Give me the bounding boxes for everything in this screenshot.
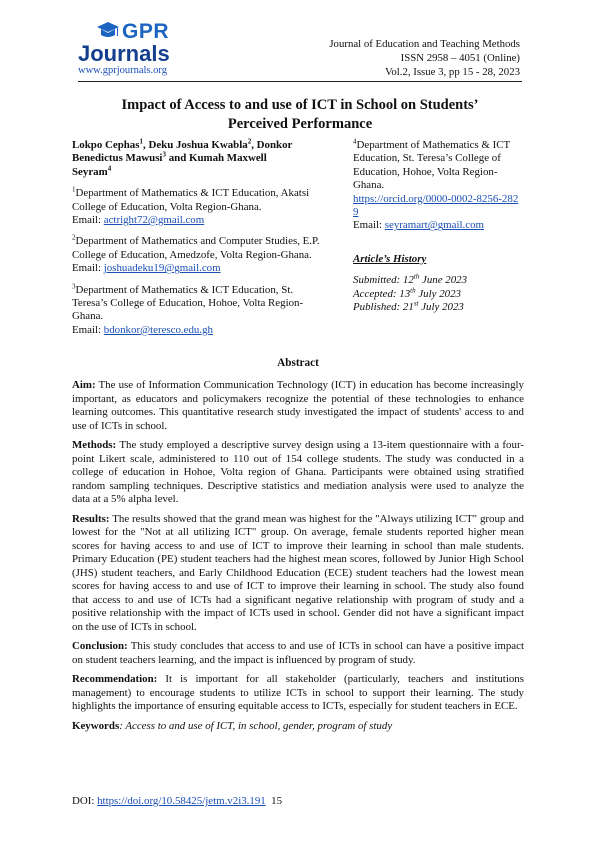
logo-text-journals: Journals	[78, 41, 170, 66]
author-name: Benedictus Mawusi	[72, 152, 163, 165]
section-text: This study concludes that access to and use of ICTs in school can have a positive impact on student teachers learning, and the impact is influenced by program of study.	[72, 640, 524, 666]
history-accepted	[353, 288, 523, 301]
history-suffix: th	[413, 272, 420, 281]
email-label: Email:	[72, 262, 104, 275]
history-date: July 2023	[415, 287, 461, 300]
section-text: The results showed that the grand mean was highest for the "Always utilizing ICT" group and lowest for the "Not at all utilizing ICT" group. On average, female students reported higher mean scores for having access to and use of ICT to improve their learning in school than male students. Primary Education (PE) student teachers had the highest mean scores, followed by Junior High School (JHS) student teachers, and Early Childhood Education (ECE) student teachers had the lowest mean scores for having access to and use of ICT to improve their learning in school. The study also found that access to and use of ICTs had a significant negative relationship with program of study and a positive relationship with the impact of ICTs used in school. Gender did not have a significant impact on the use of ICTs in school.	[72, 512, 524, 633]
author-list	[72, 139, 324, 179]
section-label: Conclusion:	[72, 640, 128, 652]
affiliation-sup: 1	[72, 185, 76, 194]
affiliation-text: Department of Mathematics & ICT Education, St. Teresa’s College of Education, Hohoe, Volta Region-Ghana.	[72, 283, 304, 323]
title-line-2: Perceived Performance	[227, 116, 373, 132]
authors-column-right	[353, 139, 523, 314]
graduation-cap-icon	[96, 20, 120, 42]
abstract-results	[72, 513, 524, 635]
journal-logo	[78, 20, 188, 80]
affiliation-2	[72, 235, 324, 275]
history-day: 12	[402, 274, 414, 287]
email-label: Email:	[72, 323, 104, 336]
section-text: The study employed a descriptive survey design using a 13-item questionnaire with a four-point Likert scale, administered to 110 out of 154 college students. The study was conducted in a college of education in Hohoe, Volta region of Ghana. Participants were obtained using stratified random sampling techniques. Descriptive statistics and mediation analysis were used to analyze the data at a 5% alpha level.	[72, 439, 524, 505]
affiliation-4	[353, 139, 523, 233]
email-label: Email:	[353, 219, 385, 232]
keywords-text: : Access to and use of ICT, in school, gender, program of study	[119, 719, 393, 732]
paper-title	[78, 96, 522, 134]
author-name: Kumah Maxwell	[188, 152, 267, 165]
history-day: 13	[399, 287, 411, 300]
author-sup: 1	[139, 137, 143, 146]
logo-text-gpr: GPR	[122, 20, 170, 43]
author-name: Deku Joshua Kwabla	[148, 139, 248, 151]
section-label: Recommendation:	[72, 673, 158, 685]
journal-info	[329, 37, 520, 79]
abstract-heading: Abstract	[277, 357, 319, 369]
author-separator: and	[165, 152, 189, 165]
affiliation-sup: 4	[353, 137, 357, 146]
author-sup: 3	[162, 150, 166, 159]
history-suffix: st	[413, 299, 419, 308]
page-number: 15	[271, 795, 283, 807]
author-name: Donkor	[256, 139, 293, 151]
affiliation-sup: 2	[72, 233, 76, 242]
section-label: Keywords	[72, 719, 120, 732]
email-link[interactable]: joshuadeku19@gmail.com	[103, 262, 221, 275]
email-link[interactable]: seyramart@gmail.com	[384, 219, 485, 232]
article-history-heading: Article’s History	[353, 252, 427, 265]
email-link[interactable]: bdonkor@teresco.edu.gh	[103, 323, 213, 336]
history-suffix: th	[410, 286, 416, 295]
email-link[interactable]: actright72@gmail.com	[103, 214, 205, 227]
abstract-recommendation	[72, 673, 524, 714]
doi-link[interactable]: https://doi.org/10.58425/jetm.v2i3.191	[97, 795, 266, 807]
affiliation-sup: 3	[72, 282, 76, 291]
logo-url-link[interactable]: www.gprjournals.org	[78, 65, 167, 76]
page-footer	[72, 795, 282, 807]
history-date: July 2023	[418, 301, 464, 314]
history-date: June 2023	[419, 274, 468, 287]
abstract-conclusion	[72, 640, 524, 667]
history-label: Submitted:	[353, 274, 403, 287]
article-history	[353, 274, 523, 314]
abstract-methods	[72, 439, 524, 507]
journal-volume: Vol.2, Issue 3, pp 15 - 28, 2023	[384, 66, 520, 78]
abstract-body	[72, 379, 524, 739]
author-separator: ,	[143, 139, 149, 151]
author-sup: 2	[247, 137, 252, 146]
affiliation-text: Department of Mathematics and Computer Studies, E.P. College of Education, Amedzofe, Volta Region-Ghana.	[72, 235, 320, 261]
history-submitted	[353, 274, 523, 287]
title-line-1: Impact of Access to and use of ICT in School on Students’	[121, 97, 479, 113]
author-name: Seyram	[72, 165, 108, 178]
history-label: Published:	[353, 301, 403, 314]
email-label: Email:	[72, 214, 104, 227]
affiliation-1	[72, 187, 324, 227]
header-divider	[78, 81, 522, 82]
section-label: Aim:	[72, 379, 96, 391]
history-published	[353, 301, 523, 314]
section-text: It is important for all stakeholder (particularly, teachers and institutions management) to encourage students to utilize ICTs in school to support their learning. The study highlights the importance of ensuring equitable access to ICTs, especially for student teachers in ECE.	[72, 673, 524, 712]
doi-label: DOI:	[72, 795, 98, 807]
affiliation-3	[72, 284, 324, 338]
authors-column-left	[72, 139, 324, 337]
abstract-aim	[72, 379, 524, 433]
author-sup: 4	[107, 164, 112, 173]
abstract-keywords	[72, 720, 524, 734]
section-label: Methods:	[72, 439, 117, 451]
journal-name: Journal of Education and Teaching Methods	[329, 38, 520, 50]
history-label: Accepted:	[353, 287, 400, 300]
journal-issn: ISSN 2958 – 4051 (Online)	[400, 52, 520, 64]
affiliation-text: Department of Mathematics & ICT Education, Akatsi College of Education, Volta Region-Ghana.	[72, 187, 310, 213]
orcid-link[interactable]: https://orcid.org/0000-0002-8256-2829	[353, 192, 519, 219]
section-text: The use of Information Communication Technology (ICT) in education has become increasingly important, as educators and policymakers recognize the potential of these technologies to enhance learning outcomes. This quantitative research study investigated the impact of students' access to and use of ICTs in school.	[72, 379, 524, 432]
affiliation-text: Department of Mathematics & ICT Education, St. Teresa’s College of Education, Hohoe, Volta Region-Ghana.	[353, 139, 510, 192]
author-separator: ,	[251, 139, 257, 151]
author-name: Lokpo Cephas	[72, 139, 140, 151]
section-label: Results:	[72, 512, 110, 525]
history-day: 21	[402, 301, 414, 314]
